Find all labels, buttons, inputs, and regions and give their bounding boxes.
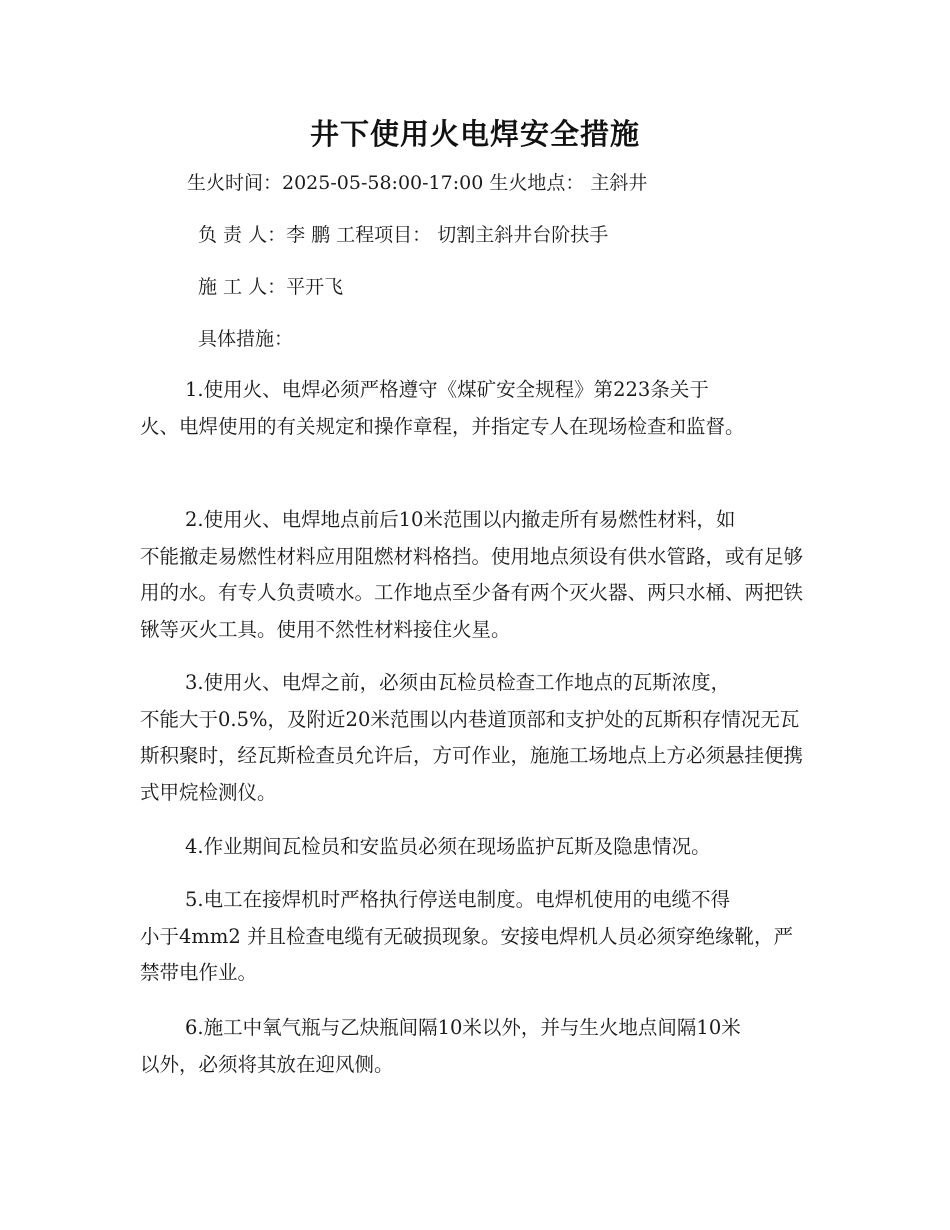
measure-item (140, 882, 812, 992)
measure-item-first-line: 6.施工中氧气瓶与乙炔瓶间隔10米以外，并与生火地点间隔10米 (185, 1016, 741, 1039)
measure-item-text: 小于4mm2 并且检查电缆有无破损现象。安接电焊机人员必须穿绝缘靴，严禁带电作业。 (140, 924, 793, 985)
measure-item-text: 以外，必须将其放在迎风侧。 (140, 1052, 394, 1076)
measure-item-text: 不能大于0.5%，及附近20米范围以内巷道顶部和支护处的瓦斯积存情况无瓦斯积聚时，经瓦斯检查员允许后，方可作业，施施工场地点上方必须悬挂便携式甲烷检测仪。 (140, 707, 804, 804)
measure-item-first-line: 3.使用火、电焊之前，必须由瓦检员检查工作地点的瓦斯浓度， (185, 671, 731, 694)
measure-item (140, 665, 812, 811)
worker-line: 施 工 人：平开飞 (198, 276, 344, 298)
measure-item (140, 502, 812, 648)
measure-item-first-line: 4.作业期间瓦检员和安监员必须在现场监护瓦斯及隐患情况。 (185, 835, 711, 858)
measure-item-text: 火、电焊使用的有关规定和操作章程，并指定专人在现场检查和监督。 (140, 414, 745, 438)
measure-item (140, 1010, 812, 1083)
measure-item (140, 829, 812, 866)
measure-item-first-line: 1.使用火、电焊必须严格遵守《煤矿安全规程》第223条关于 (185, 378, 709, 401)
measures-heading: 具体措施： (198, 328, 294, 350)
fire-time-location-line: 生火时间：2025-05-58:00-17:00 生火地点： 主斜井 (187, 172, 648, 194)
measure-item-first-line: 2.使用火、电焊地点前后10米范围以内撤走所有易燃性材料，如 (185, 508, 736, 531)
document-title: 井下使用火电焊安全措施 (309, 117, 640, 151)
measure-item-first-line: 5.电工在接焊机时严格执行停送电制度。电焊机使用的电缆不得 (185, 888, 731, 911)
responsible-project-line: 负 责 人：李 鹏 工程项目： 切割主斜井台阶扶手 (198, 224, 609, 246)
measure-item-text: 不能撤走易燃性材料应用阻燃材料格挡。使用地点须设有供水管路，或有足够用的水。有专人负责喷水。工作地点至少备有两个灭火器、两只水桶、两把铁锹等灭火工具。使用不然性材料接住火星。 (140, 544, 804, 641)
measure-item (140, 372, 812, 445)
